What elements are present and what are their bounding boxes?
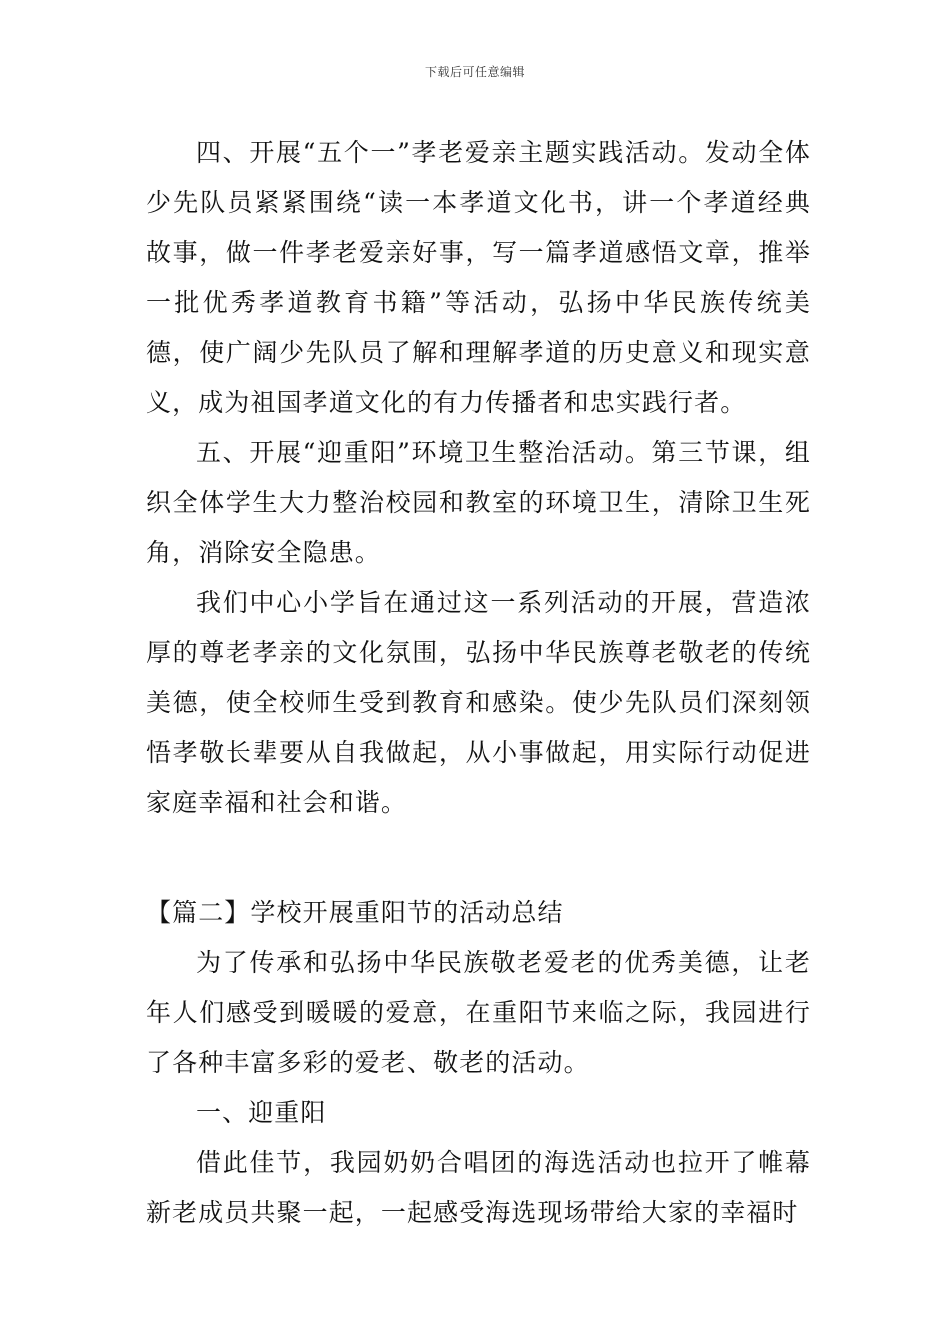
page-header: 下载后可任意编辑 [424, 65, 525, 79]
paragraph-activity-four: 四、开展“五个一”孝老爱亲主题实践活动。发动全体少先队员紧紧围绕“读一本孝道文化书，讲一个孝道经典故事，做一件孝老爱亲好事，写一篇孝道感悟文章，推举一批优秀孝道教育书籍”等活动，弘扬中华民族传统美德，使广阔少先队员了解和理解孝道的历史意义和现实意义，成为祖国孝道文化的有力传播者和忠实践行者。 [146, 138, 811, 417]
document-body [146, 128, 811, 1238]
paragraph-choir: 借此佳节，我园奶奶合唱团的海选活动也拉开了帷幕新老成员共聚一起，一起感受海选现场带给大家的幸福时 [146, 1148, 811, 1227]
section-heading: 【篇二】学校开展重阳节的活动总结 [146, 898, 564, 927]
paragraph-summary: 我们中心小学旨在通过这一系列活动的开展，营造浓厚的尊老孝亲的文化氛围，弘扬中华民族尊老敬老的传统美德，使全校师生受到教育和感染。使少先队员们深刻领悟孝敬长辈要从自我做起，从小事做起，用实际行动促进家庭幸福和社会和谐。 [146, 588, 811, 817]
subheading-chongyang: 一、迎重阳 [196, 1098, 327, 1127]
paragraph-activity-five: 五、开展“迎重阳”环境卫生整治活动。第三节课，组织全体学生大力整治校园和教室的环境卫生，清除卫生死角，消除安全隐患。 [146, 438, 811, 567]
section-spacer [146, 828, 811, 888]
paragraph-intro: 为了传承和弘扬中华民族敬老爱老的优秀美德，让老年人们感受到暖暖的爱意，在重阳节来临之际，我园进行了各种丰富多彩的爱老、敬老的活动。 [146, 948, 811, 1077]
